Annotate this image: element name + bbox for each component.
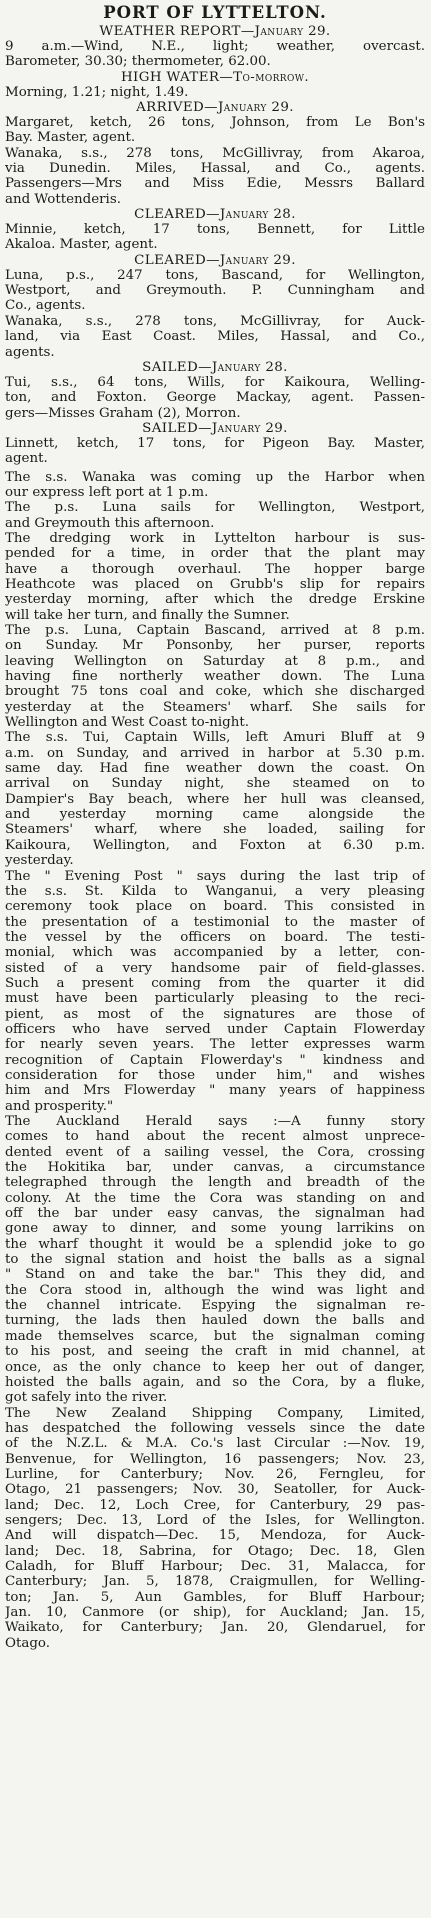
text-line: on Sunday. Mr Ponsonby, her purser, reports bbox=[5, 638, 425, 654]
text-line: Passengers—Mrs and Miss Edie, Messrs Ballard bbox=[5, 176, 425, 192]
text-line: monial, which was accompanied by a letter, con- bbox=[5, 945, 425, 961]
text-line: the wharf thought it would be a splendid joke to go bbox=[5, 1236, 425, 1252]
text-line: sengers; Dec. 13, Lord of the Isles, for Wellington. bbox=[5, 1512, 425, 1528]
section-heading: CLEARED—January 28. bbox=[134, 207, 296, 223]
text-line: officers who have served under Captain Flowerday bbox=[5, 1021, 425, 1037]
text-line: Dampier's Bay beach, where her hull was cleansed, bbox=[5, 791, 425, 807]
text-line: Otago. bbox=[5, 1635, 50, 1651]
text-line: comes to hand about the recent almost unprece- bbox=[5, 1129, 425, 1145]
text-line: Otago, 21 passengers; Nov. 30, Seatoller, for Auck- bbox=[5, 1482, 425, 1498]
text-line: gers—Misses Graham (2), Morron. bbox=[5, 405, 241, 421]
text-line: for nearly seven years. The letter expresses warm bbox=[5, 1037, 425, 1053]
text-line: Wanaka, s.s., 278 tons, McGillivray, for Auck- bbox=[5, 313, 425, 329]
text-line: Minnie, ketch, 17 tons, Bennett, for Little bbox=[5, 222, 425, 238]
text-line: land; Dec. 18, Sabrina, for Otago; Dec. 18, Glen bbox=[5, 1543, 425, 1559]
text-line: off the bar under easy canvas, the signalman had bbox=[5, 1206, 425, 1222]
text-line: Benvenue, for Wellington, 16 passengers; Nov. 23, bbox=[5, 1451, 425, 1467]
text-line: yesterday morning, after which the dredge Erskine bbox=[5, 592, 425, 608]
text-line: colony. At the time the Cora was standing on and bbox=[5, 1190, 425, 1206]
text-line: and yesterday morning came alongside the bbox=[5, 807, 425, 823]
text-line: and prosperity." bbox=[5, 1098, 114, 1114]
text-line: The " Evening Post " says during the last trip of bbox=[5, 868, 425, 884]
text-line: the Cora stood in, although the wind was light and bbox=[5, 1282, 425, 1298]
text-line: consideration for those under him," and wishes bbox=[5, 1067, 425, 1083]
text-line: made themselves scarce, but the signalman coming bbox=[5, 1328, 425, 1344]
text-line: telegraphed through the length and breadth of the bbox=[5, 1175, 425, 1191]
text-line: dented event of a sailing vessel, the Cora, crossing bbox=[5, 1144, 425, 1160]
text-line: pended for a time, in order that the plant may bbox=[5, 546, 425, 562]
text-line: to his post, and seeing the craft in mid channel, at bbox=[5, 1344, 425, 1360]
text-line: Lurline, for Canterbury; Nov. 26, Ferngleu, for bbox=[5, 1466, 425, 1482]
text-line: Linnett, ketch, 17 tons, for Pigeon Bay. Master, bbox=[5, 435, 425, 451]
text-line: our express left port at 1 p.m. bbox=[5, 484, 209, 500]
text-line: Waikato, for Canterbury; Jan. 20, Glendaruel, for bbox=[5, 1620, 425, 1636]
shipping-news-body bbox=[5, 24, 425, 1651]
text-line: The New Zealand Shipping Company, Limited, bbox=[5, 1405, 425, 1421]
text-line: a.m. on Sunday, and arrived in harbor at 5.30 p.m. bbox=[5, 745, 425, 761]
text-line: agent. bbox=[5, 451, 48, 467]
text-line: will take her turn, and finally the Sumner. bbox=[5, 607, 290, 623]
section-heading: HIGH WATER—To-morrow. bbox=[120, 69, 310, 85]
text-line: And will dispatch—Dec. 15, Mendoza, for Auck- bbox=[5, 1528, 425, 1544]
text-line: ceremony took place on board. This consisted in bbox=[5, 899, 425, 915]
text-line: got safely into the river. bbox=[5, 1390, 168, 1406]
text-line: hoisted the balls again, and so the Cora, by a fluke, bbox=[5, 1374, 425, 1390]
text-line: the presentation of a testimonial to the master of bbox=[5, 914, 425, 930]
section-heading: ARRIVED—January 29. bbox=[136, 100, 294, 116]
page-title: PORT OF LYTTELTON. bbox=[103, 3, 327, 22]
text-line: sisted of a very handsome pair of field-glasses. bbox=[5, 960, 425, 976]
section-heading: CLEARED—January 29. bbox=[134, 252, 296, 268]
text-line: recognition of Captain Flowerday's " kindness and bbox=[5, 1052, 425, 1068]
text-line: Jan. 10, Canmore (or ship), for Auckland; Jan. 15, bbox=[5, 1605, 425, 1620]
text-line: Barometer, 30.30; thermometer, 62.00. bbox=[5, 54, 271, 70]
text-line: of the N.Z.L. & M.A. Co.'s last Circular :—Nov. 19, bbox=[5, 1436, 425, 1452]
text-line: having fine northerly weather down. The Luna bbox=[5, 669, 425, 685]
text-line: ton; Jan. 5, Aun Gambles, for Bluff Harbour; bbox=[5, 1589, 425, 1605]
text-line: and Greymouth this afternoon. bbox=[5, 515, 215, 531]
text-line: The dredging work in Lyttelton harbour is sus- bbox=[5, 530, 425, 546]
text-line: the s.s. St. Kilda to Wanganui, a very pleasing bbox=[5, 883, 425, 899]
text-line: Such a present coming from the quarter it did bbox=[5, 975, 425, 991]
text-line: turning, the lads then hauled down the balls and bbox=[5, 1313, 425, 1329]
text-line: Caladh, for Bluff Harbour; Dec. 31, Malacca, for bbox=[5, 1558, 425, 1574]
text-line: The p.s. Luna, Captain Bascand, arrived at 8 p.m. bbox=[5, 623, 425, 638]
text-line: and Wottenderis. bbox=[5, 191, 121, 207]
text-line: must have been particularly pleasing to the reci- bbox=[5, 991, 425, 1007]
text-line: Tui, s.s., 64 tons, Wills, for Kaikoura, Welling- bbox=[5, 374, 425, 390]
text-line: him and Mrs Flowerday " many years of happiness bbox=[5, 1083, 425, 1099]
text-line: the vessel by the officers on board. The testi- bbox=[5, 929, 425, 945]
text-line: The Auckland Herald says :—A funny story bbox=[5, 1114, 425, 1129]
text-line: Morning, 1.21; night, 1.49. bbox=[5, 84, 189, 100]
text-line: Luna, p.s., 247 tons, Bascand, for Wellington, bbox=[5, 267, 425, 283]
text-line: land, via East Coast. Miles, Hassal, and Co., bbox=[5, 329, 425, 345]
text-line: via Dunedin. Miles, Hassal, and Co., agents. bbox=[5, 161, 425, 177]
text-line: Steamers' wharf, where she loaded, sailing for bbox=[5, 822, 425, 838]
text-line: Wellington and West Coast to-night. bbox=[5, 715, 250, 731]
text-line: pient, as most of the signatures are those of bbox=[5, 1006, 425, 1022]
text-line: have a thorough overhaul. The hopper barge bbox=[5, 561, 425, 577]
text-line: brought 75 tons coal and coke, which she discharged bbox=[5, 684, 425, 700]
text-line: The s.s. Wanaka was coming up the Harbor when bbox=[5, 469, 425, 485]
text-line: same day. Had fine weather down the coast. On bbox=[5, 761, 425, 777]
text-line: Westport, and Greymouth. P. Cunningham and bbox=[5, 283, 425, 299]
text-line: Akaloa. Master, agent. bbox=[5, 237, 158, 253]
text-line: Co., agents. bbox=[5, 298, 86, 314]
text-line: Heathcote was placed on Grubb's slip for repairs bbox=[5, 576, 425, 592]
text-line: Kaikoura, Wellington, and Foxton at 6.30 p.m. bbox=[5, 837, 425, 853]
text-line: arrival on Sunday night, she steamed on to bbox=[5, 776, 425, 792]
text-line: yesterday. bbox=[5, 853, 74, 869]
section-heading: WEATHER REPORT—January 29. bbox=[99, 24, 331, 39]
text-line: the channel intricate. Espying the signalman re- bbox=[5, 1298, 425, 1314]
text-line: The p.s. Luna sails for Wellington, Westport, bbox=[5, 500, 425, 516]
text-line: 9 a.m.—Wind, N.E., light; weather, overcast. bbox=[5, 39, 425, 54]
text-line: Margaret, ketch, 26 tons, Johnson, from Le Bon's bbox=[5, 115, 425, 131]
text-line: Bay. Master, agent. bbox=[5, 130, 136, 146]
text-line: leaving Wellington on Saturday at 8 p.m., and bbox=[5, 653, 425, 669]
text-line: agents. bbox=[5, 344, 55, 360]
text-line: has despatched the following vessels since the date bbox=[5, 1420, 425, 1436]
text-line: Wanaka, s.s., 278 tons, McGillivray, from Akaroa, bbox=[5, 145, 425, 161]
section-heading: SAILED—January 28. bbox=[142, 359, 288, 375]
text-line: the Hokitika bar, under canvas, a circumstance bbox=[5, 1160, 425, 1176]
text-line: ton, and Foxton. George Mackay, agent. Passen- bbox=[5, 390, 425, 406]
text-line: land; Dec. 12, Loch Cree, for Canterbury, 29 pas- bbox=[5, 1497, 425, 1513]
text-line: " Stand on and take the bar." This they did, and bbox=[5, 1267, 425, 1283]
text-line: The s.s. Tui, Captain Wills, left Amuri Bluff at 9 bbox=[5, 730, 425, 746]
text-line: once, as the only chance to keep her out of danger, bbox=[5, 1359, 425, 1375]
text-line: to the signal station and hoist the balls as a signal bbox=[5, 1252, 425, 1268]
text-line: yesterday at the Steamers' wharf. She sails for bbox=[5, 699, 425, 715]
text-line: Canterbury; Jan. 5, 1878, Craigmullen, for Welling- bbox=[5, 1574, 425, 1590]
text-line: gone away to dinner, and some young larrikins on bbox=[5, 1221, 425, 1237]
section-heading: SAILED—January 29. bbox=[142, 420, 288, 436]
